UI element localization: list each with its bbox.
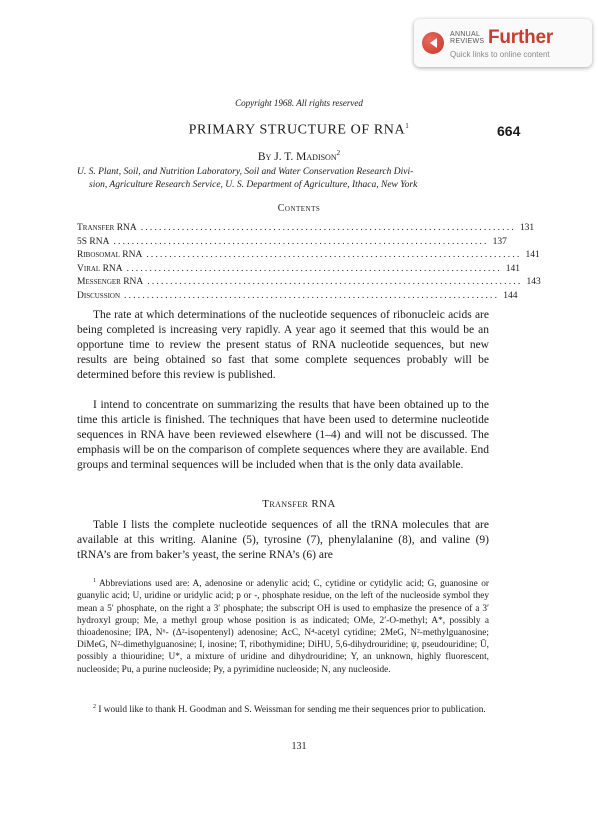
annual-reviews-logo-icon [422,32,444,54]
toc-page: 137 [492,236,507,247]
publisher-line: ANNUAL REVIEWS [450,31,485,45]
intro-paragraph-1 [77,308,489,383]
toc-page: 141 [525,250,540,260]
transfer-rna-paragraph [77,518,489,563]
toc-leader: .................................................................................. [126,263,502,274]
further-banner-link[interactable] [414,19,592,67]
page-number: 131 [291,741,307,752]
toc-page: 143 [526,277,541,287]
affiliation-line-2: sion, Agriculture Research Service, U. S. Department of Agriculture, Ithaca, New York [89,180,418,190]
toc-label: Messenger RNA [77,277,144,287]
journal-page-marker: 664 [497,123,521,139]
author-line [0,149,598,163]
toc-leader: .................................................................................. [146,250,522,260]
toc-item-discussion[interactable] [77,290,518,304]
toc-item-messenger-rna[interactable] [77,276,541,290]
toc-item-viral-rna[interactable] [77,263,521,277]
toc-item-transfer-rna[interactable] [77,222,535,236]
paragraph-text: Table I lists the complete nucleotide sequences of all the tRNA molecules that are available at this writing. Alanine (5), tyrosine (7), phenylalanine (8), and valine (9) tRNA’s are from baker’s yeast, the serine RNA’s (6) are [77,519,489,561]
toc-item-5s-rna[interactable] [77,236,507,250]
banner-text [450,27,553,59]
footnote-body: I would like to thank H. Goodman and S. Weissman for sending me their sequences prior to publication. [98,705,486,716]
section-heading-transfer-rna: Transfer RNA [262,498,336,510]
affiliation-line-1: U. S. Plant, Soil, and Nutrition Laboratory, Soil and Water Conservation Research Divi- [77,167,414,177]
author-name: J. T. Madison [274,150,337,163]
footnote-body: Abbreviations used are: A, adenosine or adenylic acid; C, cytidine or cytidylic acid; G, guanosine or guanylic acid; U, uridine or uridylic acid; p or -, phosphate residue, on the left of the nucleoside symbol they mean a 5′ phosphate, on the right a 3′ phosphate; the subscript OH is used to emphasize the presence of a 3′ hydroxyl group; Me, a methyl group whose position is as indicated; OMe, 2′-O-methyl; A*, possibly a thioadenosine; IPA, N⁶- (Δ²-isopentenyl) adenosine; AcC, N⁴-acetyl cytidine; 2MeG, N²-methylguanosine; DiMeG, N²-dimethylguanosine; I, inosine; T, ribothymidine; DiHU, 5,6-dihydrouridine; ψ, pseudouridine; Ū, possibly a thiouridine; U*, a mixture of uridine and dihydrouridine; Y, an unknown, highly fluorescent, nucleoside; Pu, a purine nucleoside; Py, a pyrimidine nucleoside; N, any nucleoside. [77,579,489,675]
toc-label: Viral RNA [77,263,123,274]
copyright-notice: Copyright 1968. All rights reserved [235,98,363,108]
contents-heading: Contents [277,203,321,214]
footnote-1 [77,575,489,676]
table-of-contents [77,222,541,303]
footnote-mark: 2 [93,704,96,710]
toc-page: 131 [519,223,535,233]
toc-leader: .................................................................................. [147,277,523,287]
footnote-text [77,701,489,716]
banner-tagline: Quick links to online content [450,50,550,59]
paragraph-text: I intend to concentrate on summarizing the results that have been obtained up to the time this article is finished. The techniques that have been used to determine nucleotide sequences in RNA have been reviewed elsewhere (1–4) and will not be discussed. The emphasis will be on the comparison of complete sequences where they are available. End groups and terminal sequences will be included when that is the only data available. [77,399,489,471]
footnote-mark: 1 [93,578,96,584]
toc-item-ribosomal-rna[interactable] [77,249,540,263]
toc-label: Transfer RNA [77,223,137,233]
toc-page: 144 [503,290,518,301]
toc-leader: .................................................................................. [124,290,500,301]
footnote-text [77,575,489,676]
toc-label: Discussion [77,290,121,301]
toc-label: 5S RNA [77,236,110,247]
title-footnote-mark: 1 [405,122,410,130]
toc-page: 141 [505,263,521,274]
author-prefix: By [257,150,272,163]
author-footnote-mark: 2 [336,149,341,157]
title-text: PRIMARY STRUCTURE OF RNA [188,122,406,138]
article-title [0,122,598,139]
paragraph-text: The rate at which determinations of the nucleotide sequences of ribonucleic acids are being completed is increasing very rapidly. A year ago it seemed that this would be an opportune time to review the present status of RNA nucleotide sequences, but new results are being obtained so fast that some complete sequences probably will be determined before this review is published. [77,309,489,381]
toc-label: Ribosomal RNA [77,250,143,260]
toc-leader: .................................................................................. [113,236,489,247]
toc-leader: .................................................................................. [140,223,516,233]
brand-label: Further [488,27,554,48]
footnote-2 [77,701,489,716]
intro-paragraph-2 [77,398,489,473]
affiliation [77,166,507,192]
